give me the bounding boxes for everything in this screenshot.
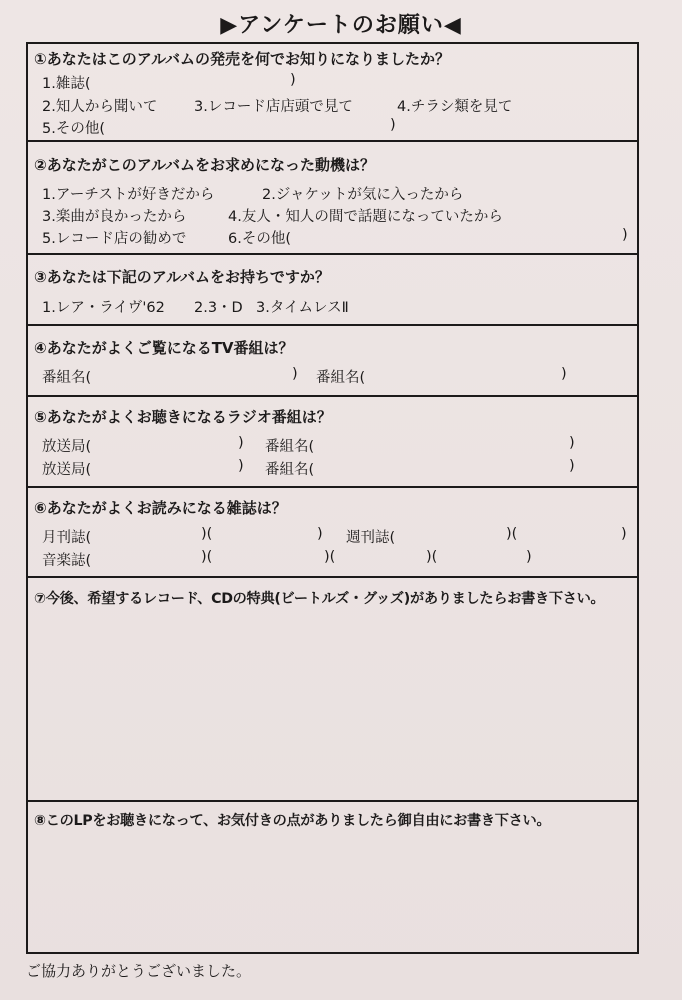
q6-weekly-field-1[interactable]: 週刊誌(: [346, 530, 396, 546]
q6-music-field-4[interactable]: )(: [426, 549, 438, 565]
q4-program-field-1-close: ): [292, 366, 298, 382]
question-7-text: ⑦今後、希望するレコード、CDの特典(ビートルズ・グッズ)がありましたらお書き下さい。: [34, 591, 605, 607]
q6-music-field-2[interactable]: )(: [201, 549, 213, 565]
question-6-text: ⑥あなたがよくお読みになる雑誌は？: [34, 499, 287, 517]
q1-option-acquaintance[interactable]: 2.知人から聞いて: [42, 99, 158, 115]
q5-program-field-1-close: ): [569, 435, 575, 451]
q2-option-songs[interactable]: 3.楽曲が良かったから: [42, 209, 187, 225]
q6-monthly-close: ): [317, 526, 323, 542]
question-5-section: [28, 397, 637, 488]
question-1-text: ①あなたはこのアルバムの発売を何でお知りになりましたか？: [34, 50, 451, 68]
q2-option-other[interactable]: 6.その他(: [228, 231, 291, 247]
question-4-text: ④あなたがよくご覧になるTV番組は？: [34, 339, 294, 357]
q6-weekly-close: ): [621, 526, 627, 542]
question-3-text: ③あなたは下記のアルバムをお持ちですか？: [34, 268, 330, 286]
question-7-section[interactable]: [28, 578, 637, 802]
q3-option-3d[interactable]: 2.3・D: [194, 300, 243, 316]
q2-option-friends[interactable]: 4.友人・知人の間で話題になっていたから: [228, 209, 503, 225]
q5-program-field-2-close: ): [569, 458, 575, 474]
q6-weekly-field-2[interactable]: )(: [506, 526, 518, 542]
question-1-section: [28, 44, 637, 142]
q5-station-field-2-close: ): [238, 458, 244, 474]
q2-option-store-recommend[interactable]: 5.レコード店の勧めで: [42, 231, 187, 247]
question-2-section: [28, 142, 637, 255]
q5-program-field-2[interactable]: 番組名(: [265, 462, 315, 478]
q6-music-field-1[interactable]: 音楽誌(: [42, 553, 92, 569]
q1-option-magazine-close: ): [290, 72, 296, 88]
q1-option-other[interactable]: 5.その他(: [42, 121, 105, 137]
q6-music-close: ): [526, 549, 532, 565]
question-6-section: [28, 488, 637, 578]
q4-program-field-2[interactable]: 番組名(: [316, 370, 366, 386]
q1-option-other-close: ): [390, 117, 396, 133]
q1-option-record-store[interactable]: 3.レコード店店頭で見て: [194, 99, 353, 115]
q1-option-flyer[interactable]: 4.チラシ類を見て: [397, 99, 513, 115]
q3-option-timeless[interactable]: 3.タイムレスⅡ: [256, 300, 349, 316]
q2-option-artist[interactable]: 1.アーチストが好きだから: [42, 187, 215, 203]
question-8-section[interactable]: [28, 802, 637, 952]
q2-option-jacket[interactable]: 2.ジャケットが気に入ったから: [262, 187, 464, 203]
q4-program-field-1[interactable]: 番組名(: [42, 370, 92, 386]
question-8-text: ⑧このLPをお聴きになって、お気付きの点がありましたら御自由にお書き下さい。: [34, 813, 551, 829]
q6-music-field-3[interactable]: )(: [324, 549, 336, 565]
q5-station-field-1[interactable]: 放送局(: [42, 439, 92, 455]
q6-monthly-field-2[interactable]: )(: [201, 526, 213, 542]
q5-station-field-1-close: ): [238, 435, 244, 451]
q5-program-field-1[interactable]: 番組名(: [265, 439, 315, 455]
q6-monthly-field-1[interactable]: 月刊誌(: [42, 530, 92, 546]
thank-you-note: ご協力ありがとうございました。: [26, 962, 252, 980]
page-title: ▶アンケートのお願い◀: [220, 13, 462, 38]
q2-option-other-close: ): [622, 227, 628, 243]
question-5-text: ⑤あなたがよくお聴きになるラジオ番組は？: [34, 408, 332, 426]
question-4-section: [28, 326, 637, 397]
q3-option-rare-live[interactable]: 1.レア・ライヴ'62: [42, 300, 165, 316]
q1-option-magazine[interactable]: 1.雑誌(: [42, 76, 91, 92]
survey-form: [26, 42, 639, 954]
q4-program-field-2-close: ): [561, 366, 567, 382]
question-3-section: [28, 255, 637, 326]
question-2-text: ②あなたがこのアルバムをお求めになった動機は？: [34, 156, 376, 174]
q5-station-field-2[interactable]: 放送局(: [42, 462, 92, 478]
